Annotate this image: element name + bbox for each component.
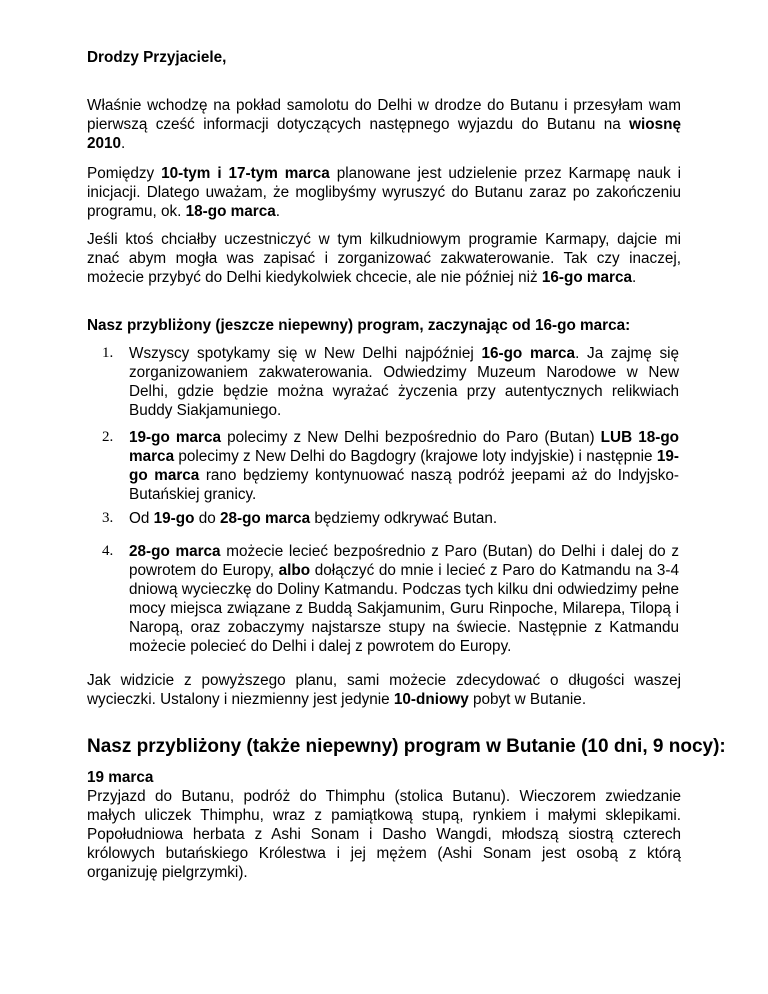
item-text: polecimy z New Delhi do Bagdogry (krajowe loty indyjskie) i następnie <box>174 448 657 465</box>
paragraph-text: planowane jest udzielenie przez Karmapę nauk i inicjacji. Dlatego uważam, że moglibyśmy wyruszyć do Butanu zaraz po zakończeniu programu, ok. <box>87 165 681 220</box>
bold-date: 19-go marca <box>129 429 221 446</box>
bold-date: 19-go <box>153 510 195 527</box>
paragraph-text: Jeśli ktoś chciałby uczestniczyć w tym kilkudniowym programie Karmapy, dajcie mi znać abym mogła was zapisać i zorganizować zakwaterowanie. Tak czy inaczej, możecie przybyć do Delhi kiedykolwiek chcecie, ale nie później niż <box>87 231 681 286</box>
bold-date: 16-go marca <box>481 345 576 362</box>
paragraph-text: . <box>121 135 126 152</box>
paragraph-text: . <box>632 269 637 286</box>
item-text: dołączyć do mnie i lecieć z Paro do Katmandu na 3-4 dniową wycieczkę do Doliny Katmandu. Podczas tych kilku dni odwiedzimy pełne mocy miejsca związane z Buddą Sakjamunim, Guru Rinpoche, Milarepa, Tilopą i Naropą, oraz zobaczymy najstarsze stupy na świecie. Następnie z Katmandu możecie polecieć do Delhi i dalej z powrotem do Europy. <box>129 562 679 655</box>
list-item-text <box>129 542 679 656</box>
item-text: . Ja zajmę się zorganizowaniem zakwaterowania. Odwiedzimy Muzeum Narodowe w New Delhi, gdzie będzie można wyrażać życzenia przy autentycznych relikwiach Buddy Siakjamuniego. <box>129 345 680 419</box>
list-item-text <box>129 344 679 420</box>
section-heading-bhutan-program: Nasz przybliżony (także niepewny) program w Butanie (10 dni, 9 nocy): <box>87 736 726 757</box>
bold-date: 19-go marca <box>129 448 679 484</box>
day-date: 19 marca <box>87 769 154 786</box>
list-number: 3. <box>102 510 114 526</box>
list-item-text <box>129 509 679 528</box>
item-text: będziemy odkrywać Butan. <box>310 510 498 527</box>
paragraph-text: pobyt w Butanie. <box>468 691 587 708</box>
item-text: rano będziemy kontynuować naszą podróż jeepami aż do Indyjsko-Butańskiej granicy. <box>129 467 679 503</box>
item-text: możecie lecieć bezpośrednio z Paro (Butan) do Delhi i dalej do z powrotem do Europy, <box>129 543 680 579</box>
bold-date: 18-go marca <box>185 203 276 220</box>
bold-date: 16-go marca <box>541 269 632 286</box>
item-text: Od <box>129 510 154 527</box>
bold-duration: 10-dniowy <box>393 691 469 708</box>
bold-date: LUB 18-go marca <box>129 429 680 465</box>
paragraph-summary <box>87 671 681 709</box>
greeting: Drodzy Przyjaciele, <box>87 49 227 66</box>
paragraph-text: Właśnie wchodzę na pokład samolotu do Delhi w drodze do Butanu i przesyłam wam pierwszą cześć informacji dotyczących następnego wyjazdu do Butanu na <box>87 97 681 133</box>
list-number: 2. <box>102 429 114 445</box>
section-heading-program: Nasz przybliżony (jeszcze niepewny) program, zaczynając od 16-go marca: <box>87 317 631 334</box>
paragraph-registration <box>87 230 681 287</box>
bold-date: wiosnę 2010 <box>87 116 681 152</box>
paragraph-karmapa-teachings <box>87 164 681 221</box>
list-item-text <box>129 428 679 504</box>
day-description: Przyjazd do Butanu, podróż do Thimphu (stolica Butanu). Wieczorem zwiedzanie małych uliczek Thimphu, wraz z pamiątkową stupą, rynkiem i małymi sklepikami. Popołudniowa herbata z Ashi Sonam i Dasho Wangdi, młodszą siostrą czterech królowych butańskiego Królestwa i jej mężem (Ashi Sonam jest osobą z którą organizuję pielgrzymki). <box>87 788 681 881</box>
bold-date: 28-go marca <box>129 543 221 560</box>
item-text: Wszyscy spotykamy się w New Delhi najpóźniej <box>129 345 482 362</box>
paragraph-text: Pomiędzy <box>87 165 162 182</box>
paragraph-text: . <box>275 203 280 220</box>
paragraph-intro <box>87 96 681 153</box>
paragraph-text: Jak widzicie z powyższego planu, sami możecie zdecydować o długości waszej wycieczki. Ustalony i niezmienny jest jedynie <box>87 672 681 708</box>
item-text: polecimy z New Delhi bezpośrednio do Paro (Butan) <box>220 429 601 446</box>
list-number: 4. <box>102 543 114 559</box>
bold-date: 28-go marca <box>219 510 311 527</box>
bold-word: albo <box>278 562 311 579</box>
list-number: 1. <box>102 345 114 361</box>
bold-date: 10-tym i 17-tym marca <box>161 165 330 182</box>
item-text: do <box>194 510 220 527</box>
